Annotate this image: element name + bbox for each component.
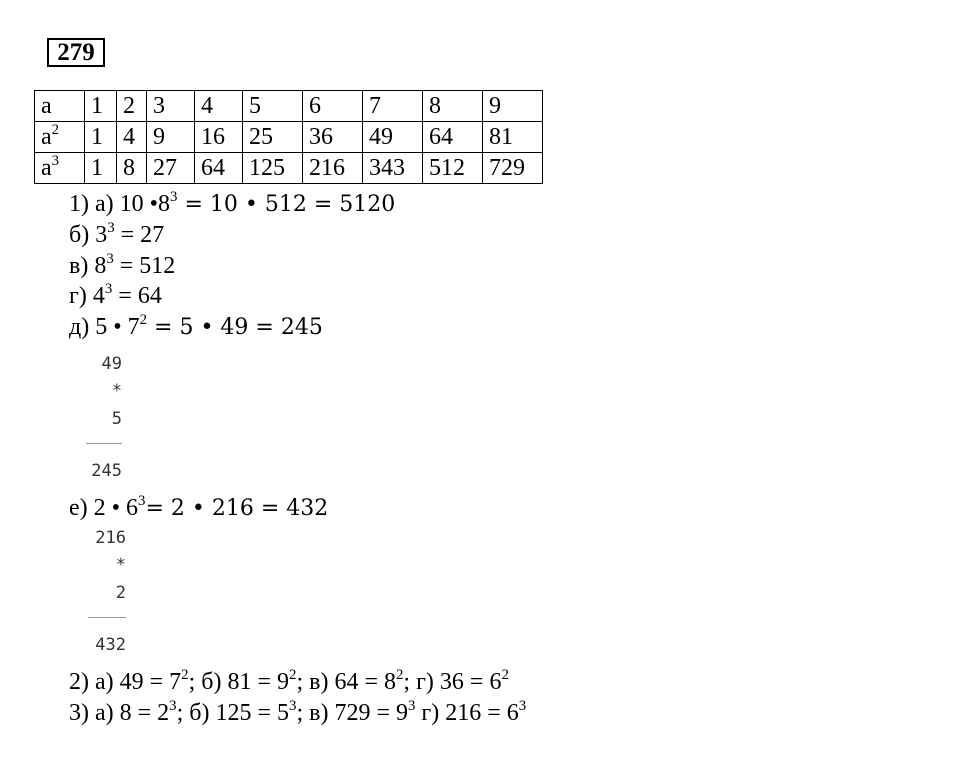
table-cell: 5 (243, 91, 303, 122)
part2-item-text: 2) а) 49 = 7 (69, 669, 182, 695)
table-cell: 4 (117, 122, 147, 153)
part1-d-prefix: д) 5 • 7 (69, 314, 140, 340)
table-cell: 2 (117, 91, 147, 122)
table-cell: 512 (423, 153, 483, 184)
table-cell: 9 (147, 122, 195, 153)
part2-item-text: ; б) 81 = 9 (188, 669, 290, 695)
d-column-top: 49 (101, 354, 122, 374)
e-column-op: * (115, 555, 126, 575)
table-cell: 343 (363, 153, 423, 184)
table-cell: 729 (483, 153, 543, 184)
table-cell: 64 (195, 153, 243, 184)
e-column-top: 216 (95, 528, 126, 548)
table-cell: 36 (303, 122, 363, 153)
part3-item-sup: 3 (289, 698, 297, 715)
part3-item-sup: 3 (407, 698, 416, 715)
table-cell: 49 (363, 122, 423, 153)
part1-g-prefix: г) 4 (69, 283, 105, 309)
table-row-header: $a^3$ (35, 153, 85, 184)
part2-line (69, 668, 509, 696)
table-cell: 8 (117, 153, 147, 184)
table-cell: 216 (303, 153, 363, 184)
table-cell: 81 (483, 122, 543, 153)
part1-a-prefix: 1) а) 10 •8 (69, 191, 171, 217)
part1-g-suffix: = 64 (112, 283, 162, 309)
part2-item-text: ; в) 64 = 8 (296, 669, 396, 695)
table-cell: 4 (195, 91, 243, 122)
d-column-bar (86, 443, 122, 444)
table-row (35, 91, 543, 122)
part1-g-sup: 3 (104, 281, 113, 298)
problem-number: 279 (47, 38, 105, 67)
table-row (35, 122, 543, 153)
table-cell: 125 (243, 153, 303, 184)
part3-item-text: г) 216 = 6 (415, 700, 519, 726)
table-row (35, 153, 543, 184)
table-cell: 1 (85, 91, 117, 122)
part3-item-text: ; в) 729 = 9 (296, 700, 408, 726)
e-column-result: 432 (95, 635, 126, 655)
part2-item-sup: 2 (181, 667, 189, 684)
part2-item-text: ; г) 36 = 6 (403, 669, 502, 695)
part3-line (69, 699, 526, 727)
part1-e-math: = 2 • 216 = 432 (145, 496, 329, 521)
powers-table (34, 90, 543, 184)
part1-e-prefix: е) 2 • 6 (69, 495, 139, 521)
table-cell: 7 (363, 91, 423, 122)
part1-v (69, 252, 175, 280)
d-column-result: 245 (91, 461, 122, 481)
table-cell: 8 (423, 91, 483, 122)
part1-d (69, 313, 323, 342)
e-column-bottom: 2 (115, 583, 126, 603)
part1-v-prefix: в) 8 (69, 253, 107, 279)
e-column-bar (88, 617, 126, 618)
table-cell: 16 (195, 122, 243, 153)
table-cell: 27 (147, 153, 195, 184)
part1-d-math: = 5 • 49 = 245 (147, 315, 323, 340)
table-row-header: $a^2$ (35, 122, 85, 153)
part1-b-prefix: б) 3 (69, 222, 108, 248)
table-cell: 3 (147, 91, 195, 122)
part1-e (69, 494, 328, 523)
part1-g (69, 282, 162, 310)
part2-item-sup: 2 (501, 667, 509, 684)
part1-b-suffix: = 27 (114, 222, 165, 248)
d-column-op: * (111, 381, 122, 401)
part1-a (69, 190, 395, 219)
table-row-header: a (35, 91, 85, 122)
part1-d-sup: 2 (139, 312, 148, 329)
table-cell: 1 (85, 153, 117, 184)
part3-item-sup: 3 (518, 698, 527, 715)
part1-v-suffix: = 512 (113, 253, 176, 279)
part2-item-sup: 2 (289, 667, 297, 684)
part1-a-math: = 10 • 512 = 5120 (177, 192, 396, 217)
part1-v-sup: 3 (106, 251, 114, 268)
part3-item-text: 3) а) 8 = 2 (69, 700, 170, 726)
table-cell: 9 (483, 91, 543, 122)
part1-b (69, 221, 164, 249)
part3-item-sup: 3 (169, 698, 177, 715)
part2-item-sup: 2 (395, 667, 404, 684)
part1-e-sup: 3 (138, 493, 146, 510)
d-column-bottom: 5 (111, 409, 122, 429)
table-cell: 6 (303, 91, 363, 122)
part3-item-text: ; б) 125 = 5 (176, 700, 290, 726)
part1-a-sup: 3 (170, 189, 178, 206)
table-cell: 64 (423, 122, 483, 153)
table-cell: 25 (243, 122, 303, 153)
part1-b-sup: 3 (107, 220, 115, 237)
table-cell: 1 (85, 122, 117, 153)
